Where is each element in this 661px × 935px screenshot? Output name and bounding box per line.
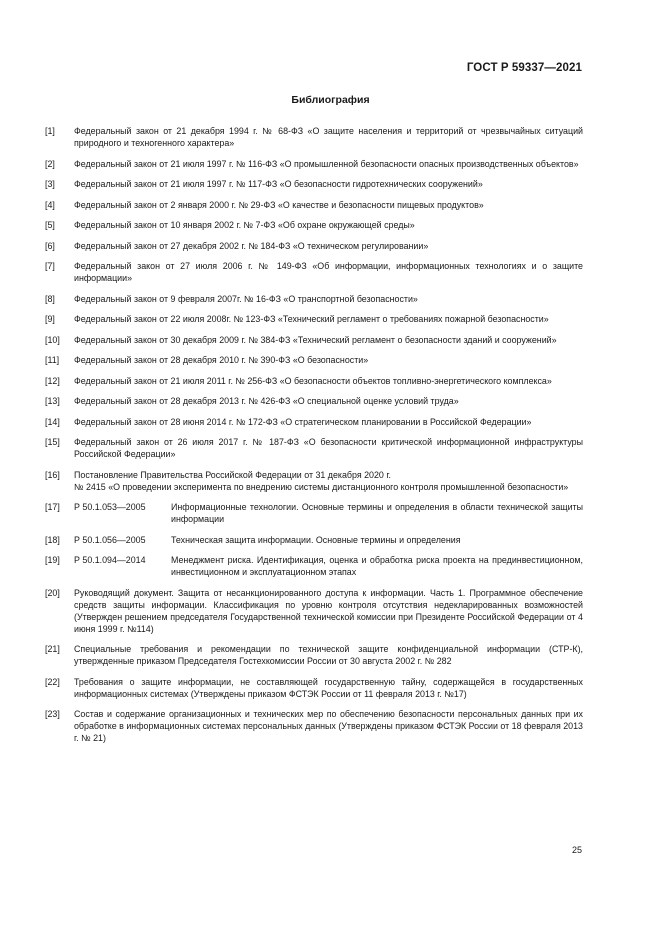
reference-item — [45, 293, 583, 305]
reference-number: [2] — [45, 158, 55, 169]
reference-number: [15] — [45, 437, 60, 447]
reference-number: [11] — [45, 355, 60, 365]
reference-text: Руководящий документ. Защита от несанкционированного доступа к информации. Часть 1. Программное обеспечение средств защиты информации. Классификация по уровню контроля отсутствия недекларированных возможностей (Утвержден решением председателя Государственной технической комиссии при Президенте Российской Федерации от 4 июня 1999 г. №114) — [74, 587, 583, 634]
page-title: Библиография — [291, 94, 370, 106]
reference-text: Федеральный закон от 30 декабря 2009 г. № 384-ФЗ «Технический регламент о безопасности зданий и сооружений» — [74, 334, 557, 345]
reference-text: Федеральный закон от 28 декабря 2010 г. № 390-ФЗ «О безопасности» — [74, 355, 369, 365]
reference-text: Федеральный закон от 2 января 2000 г. № 29-ФЗ «О качестве и безопасности пищевых продуктов» — [74, 199, 484, 210]
reference-number: [1] — [45, 126, 55, 136]
reference-item — [45, 643, 583, 667]
reference-text: Специальные требования и рекомендации по технической защите конфиденциальной информации (СТР-К), утвержденные приказом Председателя Гостехкомиссии России от 30 августа 2002 г. № 282 — [74, 644, 583, 666]
reference-item — [45, 178, 583, 190]
reference-number: [5] — [45, 220, 55, 230]
reference-text: Менеджмент риска. Идентификация, оценка и обработка риска проекта на прединвестиционном, инвестиционном и эксплуатационном этапах — [171, 555, 583, 577]
reference-text: Федеральный закон от 28 декабря 2013 г. № 426-ФЗ «О специальной оценке условий труда» — [74, 396, 459, 406]
reference-number: [8] — [45, 293, 55, 304]
reference-number: [17] — [45, 502, 60, 512]
reference-text: Федеральный закон от 27 декабря 2002 г. № 184-ФЗ «О техническом регулировании» — [74, 240, 429, 251]
reference-number: [16] — [45, 469, 60, 480]
reference-item — [45, 219, 583, 231]
reference-code: Р 50.1.056—2005 — [74, 534, 146, 545]
reference-item — [45, 416, 583, 428]
reference-number: [13] — [45, 396, 60, 406]
reference-item — [45, 708, 583, 744]
reference-text: Информационные технологии. Основные термины и определения в области технической защиты информации — [171, 502, 583, 524]
reference-item — [45, 375, 583, 387]
reference-item — [45, 334, 583, 346]
reference-number: [3] — [45, 179, 55, 189]
reference-item — [45, 436, 583, 460]
reference-text: Федеральный закон от 9 февраля 2007г. № 16-ФЗ «О транспортной безопасности» — [74, 293, 418, 304]
reference-text: Федеральный закон от 21 декабря 1994 г. № 68-ФЗ «О защите населения и территорий от чрезвычайных ситуаций природного и техногенного характера» — [74, 126, 583, 148]
reference-number: [20] — [45, 587, 60, 598]
reference-item — [45, 676, 583, 700]
reference-number: [14] — [45, 416, 60, 427]
reference-text-line2: № 2415 «О проведении эксперимента по внедрению системы дистанционного контроля промышленной безопасности» — [74, 481, 569, 492]
reference-number: [12] — [45, 375, 60, 386]
reference-text: Федеральный закон от 22 июля 2008г. № 123-ФЗ «Технический регламент о требованиях пожарной безопасности» — [74, 314, 549, 324]
reference-text: Федеральный закон от 21 июля 2011 г. № 256-ФЗ «О безопасности объектов топливно-энергетического комплекса» — [74, 375, 552, 386]
reference-text: Техническая защита информации. Основные термины и определения — [171, 534, 461, 545]
reference-item — [45, 534, 583, 546]
reference-item — [45, 199, 583, 211]
reference-text: Федеральный закон от 26 июля 2017 г. № 187-ФЗ «О безопасности критической информационной инфраструктуры Российской Федерации» — [74, 437, 583, 459]
reference-item — [45, 395, 583, 407]
reference-number: [9] — [45, 314, 55, 324]
reference-item — [45, 125, 583, 149]
reference-number: [6] — [45, 240, 55, 251]
reference-item — [45, 158, 583, 170]
reference-code: Р 50.1.094—2014 — [74, 555, 146, 565]
reference-item — [45, 354, 583, 366]
reference-number: [23] — [45, 709, 60, 719]
page-number: 25 — [571, 845, 582, 855]
reference-text: Федеральный закон от 21 июля 1997 г. № 116-ФЗ «О промышленной безопасности опасных производственных объектов» — [74, 158, 579, 169]
reference-item — [45, 554, 583, 578]
reference-item — [45, 501, 583, 525]
standard-designation: ГОСТ Р 59337—2021 — [466, 62, 582, 74]
reference-item — [45, 240, 583, 252]
reference-text-line1: Постановление Правительства Российской Федерации от 31 декабря 2020 г. — [74, 469, 391, 480]
reference-item — [45, 260, 583, 284]
reference-text: Требования о защите информации, не составляющей государственную тайну, содержащейся в государственных информационных системах (Утверждены приказом ФСТЭК России от 11 февраля 2013 г. №17) — [74, 676, 583, 699]
reference-item — [45, 587, 583, 635]
reference-text: Федеральный закон от 10 января 2002 г. № 7-ФЗ «Об охране окружающей среды» — [74, 220, 415, 230]
reference-number: [18] — [45, 534, 60, 545]
reference-item — [45, 313, 583, 325]
reference-number: [22] — [45, 676, 60, 687]
reference-text: Федеральный закон от 27 июля 2006 г. № 149-ФЗ «Об информации, информационных технологиях и о защите информации» — [74, 261, 583, 283]
reference-code: Р 50.1.053—2005 — [74, 502, 146, 512]
bibliography-list — [45, 125, 583, 753]
reference-number: [4] — [45, 199, 55, 210]
reference-number: [10] — [45, 334, 60, 345]
reference-number: [21] — [45, 644, 60, 654]
reference-text — [74, 469, 583, 493]
reference-number: [19] — [45, 555, 60, 565]
reference-text: Федеральный закон от 21 июля 1997 г. № 117-ФЗ «О безопасности гидротехнических сооружений» — [74, 179, 483, 189]
reference-text: Федеральный закон от 28 июня 2014 г. № 172-ФЗ «О стратегическом планировании в Российской Федерации» — [74, 416, 532, 427]
reference-text: Состав и содержание организационных и технических мер по обеспечению безопасности персональных данных при их обработке в информационных системах персональных данных (Утверждены приказом ФСТЭК России от 18 февраля 2013 г. № 21) — [74, 709, 583, 743]
reference-item — [45, 469, 583, 493]
reference-number: [7] — [45, 261, 55, 271]
